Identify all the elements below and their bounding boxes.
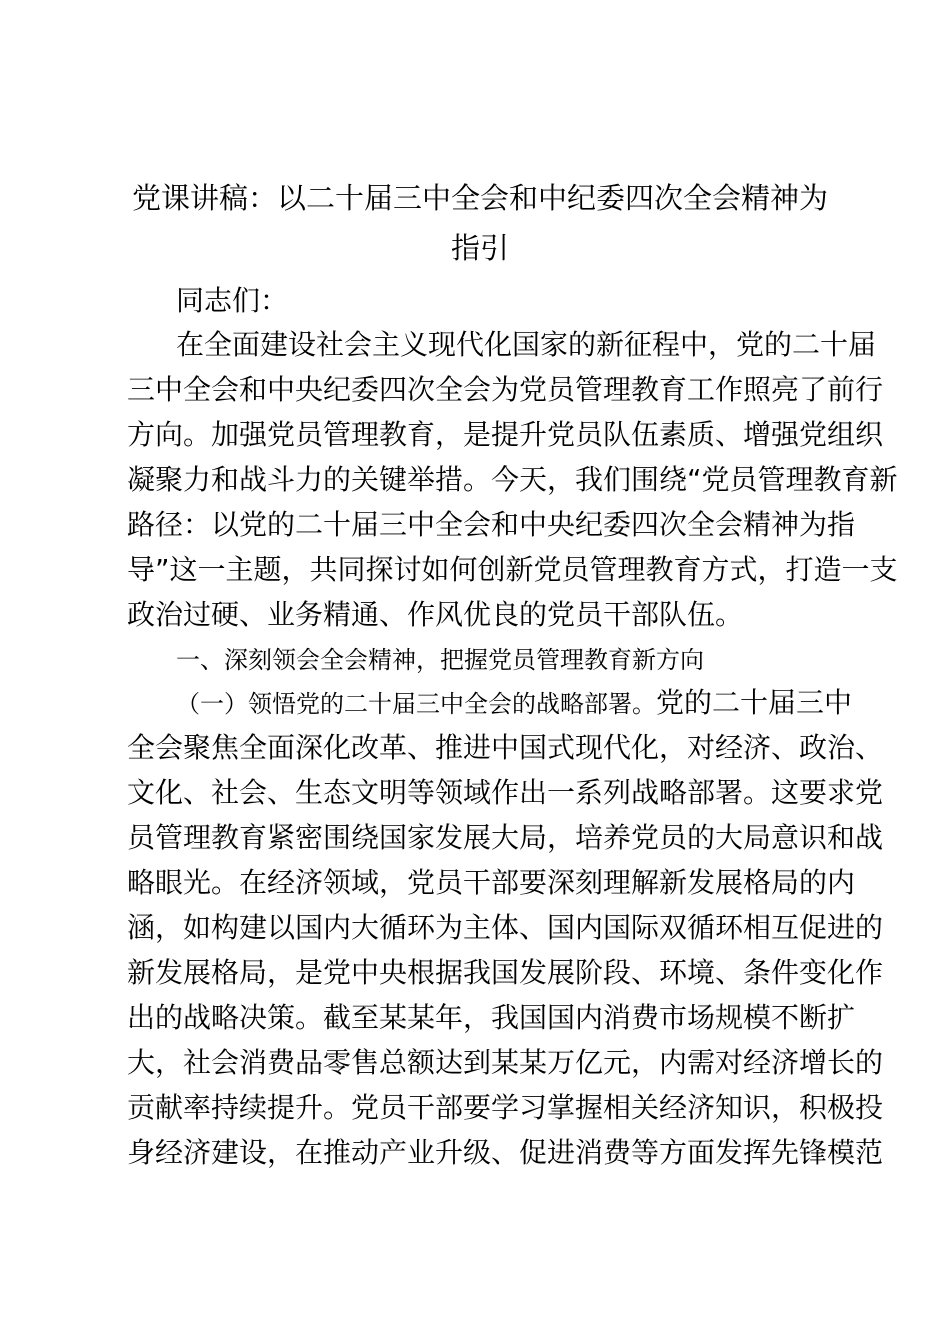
intro-line: 路径：以党的二十届三中全会和中央纪委四次全会精神为指 <box>127 508 856 541</box>
body-line: 涵，如构建以国内大循环为主体、国内国际双循环相互促进的 <box>127 911 884 944</box>
body-line: 略眼光。在经济领域，党员干部要深刻理解新发展格局的内 <box>127 866 856 899</box>
intro-line: 凝聚力和战斗力的关键举措。今天，我们围绕“党员管理教育新 <box>127 463 898 496</box>
intro-line: 导”这一主题，共同探讨如何创新党员管理教育方式，打造一支 <box>127 553 898 586</box>
body-line: 身经济建设，在推动产业升级、促进消费等方面发挥先锋模范 <box>127 1136 884 1169</box>
subsection-heading: （一）领悟党的二十届三中全会的战略部署。 <box>176 690 656 718</box>
intro-line: 在全面建设社会主义现代化国家的新征程中，党的二十届 <box>176 328 877 361</box>
body-line: 新发展格局，是党中央根据我国发展阶段、环境、条件变化作 <box>127 956 884 989</box>
body-line: 全会聚焦全面深化改革、推进中国式现代化，对经济、政治、 <box>127 731 884 764</box>
salutation: 同志们： <box>176 284 289 317</box>
body-line: 贡献率持续提升。党员干部要学习掌握相关经济知识，积极投 <box>127 1091 884 1124</box>
body-line: 出的战略决策。截至某某年，我国国内消费市场规模不断扩 <box>127 1001 856 1034</box>
intro-line: 政治过硬、业务精通、作风优良的党员干部队伍。 <box>127 598 744 631</box>
body-line: 员管理教育紧密围绕国家发展大局，培养党员的大局意识和战 <box>127 821 884 854</box>
body-line: 大，社会消费品零售总额达到某某万亿元，内需对经济增长的 <box>127 1046 884 1079</box>
section-heading: 一、深刻领会全会精神，把握党员管理教育新方向 <box>176 646 704 674</box>
intro-line: 方向。加强党员管理教育，是提升党员队伍素质、增强党组织 <box>127 418 884 451</box>
intro-line: 三中全会和中央纪委四次全会为党员管理教育工作照亮了前行 <box>127 373 884 406</box>
document-title-line-1: 党课讲稿：以二十届三中全会和中纪委四次全会精神为 <box>131 181 828 215</box>
subsection-first-line <box>176 686 852 721</box>
subsection-text: 党的二十届三中 <box>656 686 853 719</box>
document-title-line-2: 指引 <box>450 231 509 265</box>
body-line: 文化、社会、生态文明等领域作出一系列战略部署。这要求党 <box>127 776 884 809</box>
